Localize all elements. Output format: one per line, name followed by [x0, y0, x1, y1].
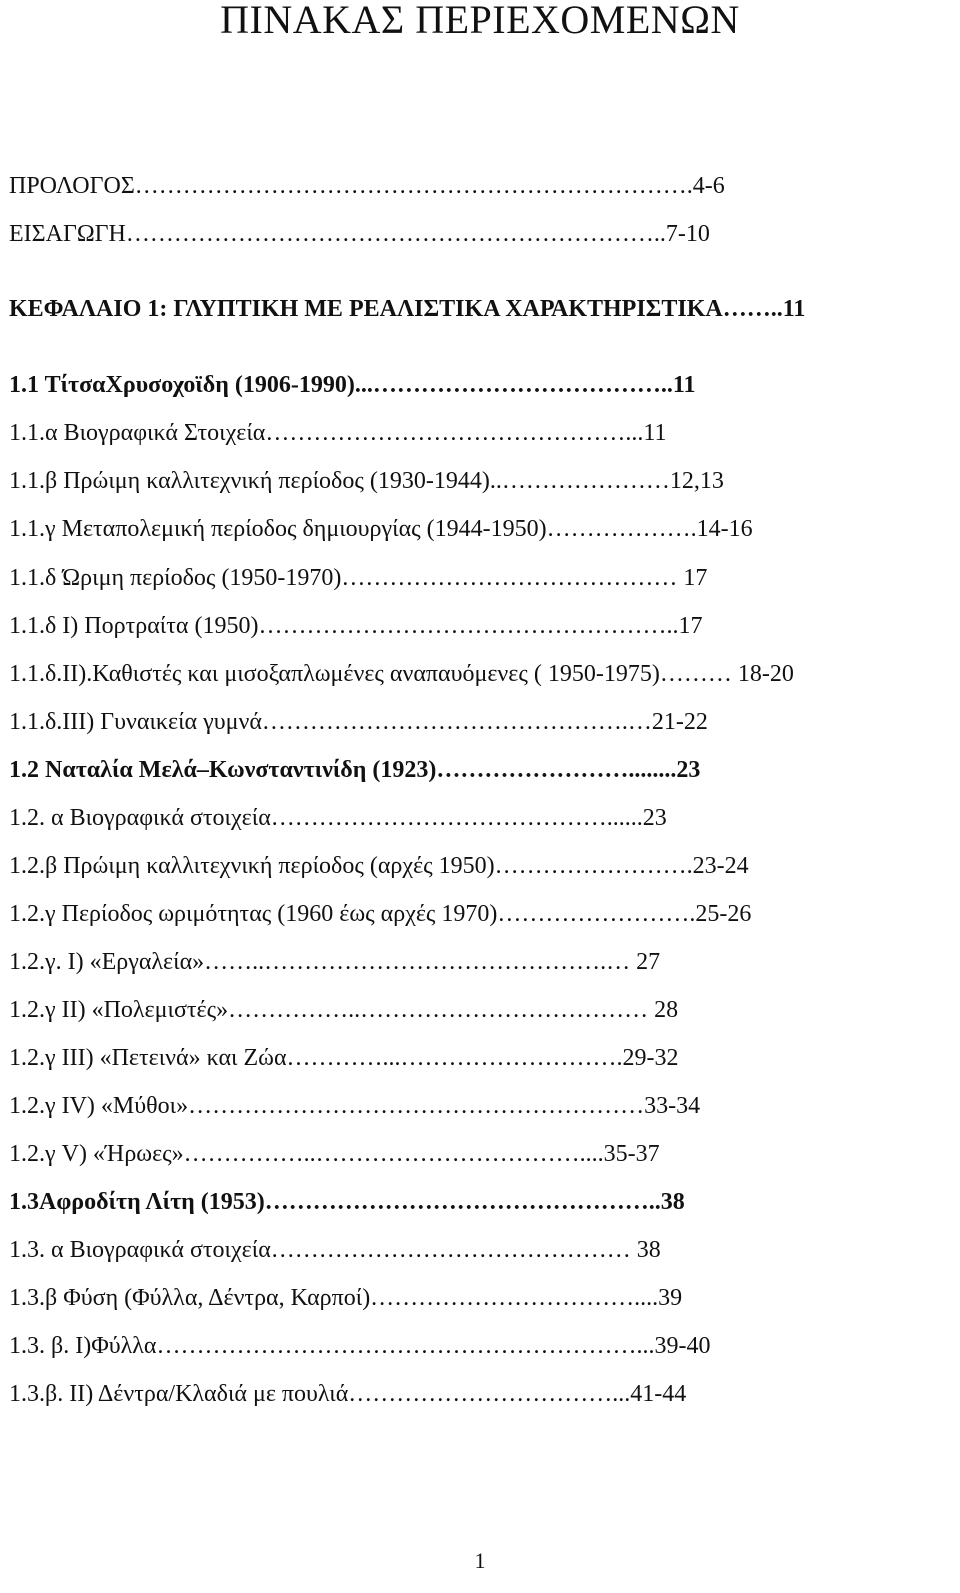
- toc-entry-1-2-c-iii: 1.2.γ ΙΙΙ) «Πετεινά» και Ζώα…………...……………………….29-32: [9, 1045, 679, 1071]
- toc-entry-1-3-b: 1.3.β Φύση (Φύλλα, Δέντρα, Καρποί)……………………………....39: [9, 1285, 683, 1311]
- toc-entry-1-1-d-ii: 1.1.δ.ΙΙ).Καθιστές και μισοξαπλωμένες αναπαυόμενες ( 1950-1975)……… 18-20: [9, 661, 794, 687]
- toc-entry-1-2-c-iv: 1.2.γ ΙV) «Μύθοι»…………………………………………………33-34: [9, 1093, 701, 1119]
- toc-entry-1-2-a: 1.2. α Βιογραφικά στοιχεία……………………………………......23: [9, 805, 667, 831]
- toc-entry-1-2-c: 1.2.γ Περίοδος ωριμότητας (1960 έως αρχές 1970)…………………….25-26: [9, 901, 752, 927]
- toc-entry-1-1-d-iii: 1.1.δ.ΙΙΙ) Γυναικεία γυμνά……………………………………….…21-22: [9, 709, 708, 735]
- toc-entry-1-3-b-i: 1.3. β. Ι)Φύλλα……………………………………………………...39-40: [9, 1333, 711, 1359]
- toc-entry-1-2-b: 1.2.β Πρώιμη καλλιτεχνική περίοδος (αρχές 1950)…………………….23-24: [9, 853, 749, 879]
- toc-entry-1-3-a: 1.3. α Βιογραφικά στοιχεία……………………………………… 38: [9, 1237, 661, 1263]
- toc-entry-1-3-b-ii: 1.3.β. ΙΙ) Δέντρα/Κλαδιά με πουλιά……………………………...41-44: [9, 1381, 687, 1407]
- toc-entry-1-2-c-i: 1.2.γ. Ι) «Εργαλεία»……..…………………………………….… 27: [9, 949, 661, 975]
- toc-entry-prologue: ΠΡΟΛΟΓΟΣ…………………………………………………………….4-6: [9, 173, 725, 199]
- toc-entry-1-1-b: 1.1.β Πρώιμη καλλιτεχνική περίοδος (1930-1944)..…………………12,13: [9, 468, 724, 494]
- toc-entry-1-1-c: 1.1.γ Μεταπολεμική περίοδος δημιουργίας (1944-1950)……………….14-16: [9, 516, 753, 542]
- toc-entry-1-1-a: 1.1.α Βιογραφικά Στοιχεία………………………………………...11: [9, 420, 667, 446]
- toc-entry-introduction: ΕΙΣΑΓΩΓΗ…………………………………………………………..7-10: [9, 221, 710, 247]
- toc-entry-1-2: 1.2 Ναταλία Μελά–Κωνσταντινίδη (1923)……………………........23: [9, 757, 701, 783]
- page-number: 1: [474, 1548, 486, 1573]
- toc-entry-1-1-d: 1.1.δ Ώριμη περίοδος (1950-1970)…………………………………… 17: [9, 565, 708, 591]
- toc-entry-1-2-c-ii: 1.2.γ ΙΙ) «Πολεμιστές»……………..……………………………… 28: [9, 997, 679, 1023]
- toc-entry-1-3: 1.3Αφροδίτη Λίτη (1953)…………………………………………..38: [9, 1189, 685, 1215]
- toc-entry-1-1-d-i: 1.1.δ Ι) Πορτραίτα (1950)……………………………………………..17: [9, 613, 703, 639]
- page-title: ΠΙΝΑΚΑΣ ΠΕΡΙΕΧΟΜΕΝΩΝ: [220, 0, 740, 42]
- toc-entry-1-1: 1.1 ΤίτσαΧρυσοχοϊδη (1906-1990)...………………………………..11: [9, 372, 696, 398]
- toc-entry-1-2-c-v: 1.2.γ V) «Ήρωες»……………..……………………………....35-37: [9, 1141, 660, 1167]
- toc-entry-chapter-1: ΚΕΦΑΛΑΙΟ 1: ΓΛΥΠΤΙΚΗ ΜΕ ΡΕΑΛΙΣΤΙΚΑ ΧΑΡΑΚΤΗΡΙΣΤΙΚΑ……..11: [9, 296, 806, 322]
